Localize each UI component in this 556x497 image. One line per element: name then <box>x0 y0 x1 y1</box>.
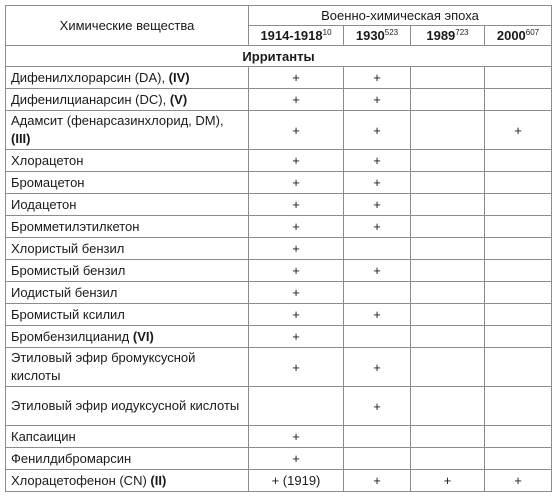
substance-name: Хлорацетон <box>6 150 249 172</box>
substance-name: Бромистый ксилил <box>6 304 249 326</box>
mark-cell <box>411 426 485 448</box>
mark-cell <box>411 216 485 238</box>
mark-cell <box>485 348 552 387</box>
mark-cell: + <box>249 111 344 150</box>
substance-name: Бромацетон <box>6 172 249 194</box>
table-row <box>6 304 552 326</box>
mark-cell <box>411 111 485 150</box>
era-header: Военно-химическая эпоха <box>249 6 552 26</box>
mark-cell: + <box>249 194 344 216</box>
table-row <box>6 282 552 304</box>
table-row <box>6 111 552 150</box>
mark-cell <box>411 89 485 111</box>
mark-cell: + <box>249 304 344 326</box>
mark-cell: + <box>344 150 411 172</box>
mark-cell <box>344 238 411 260</box>
mark-cell <box>411 448 485 470</box>
mark-cell: + <box>344 111 411 150</box>
table-row <box>6 67 552 89</box>
table-row <box>6 326 552 348</box>
mark-cell <box>485 282 552 304</box>
mark-cell <box>485 260 552 282</box>
mark-cell <box>344 426 411 448</box>
mark-cell <box>485 238 552 260</box>
mark-cell <box>411 348 485 387</box>
mark-cell: + <box>249 448 344 470</box>
table-row <box>6 89 552 111</box>
mark-cell: + <box>249 238 344 260</box>
mark-cell: + (1919) <box>249 470 344 492</box>
mark-cell: + <box>344 67 411 89</box>
table-row <box>6 238 552 260</box>
table-row <box>6 426 552 448</box>
mark-cell: + <box>249 348 344 387</box>
column-header-1914-1918: 1914-1918$^{10}$ <box>249 26 344 46</box>
substance-name: Хлористый бензил <box>6 238 249 260</box>
mark-cell <box>485 426 552 448</box>
mark-cell <box>485 194 552 216</box>
mark-cell <box>411 282 485 304</box>
substance-name: Иодацетон <box>6 194 249 216</box>
mark-cell <box>485 89 552 111</box>
mark-cell <box>344 326 411 348</box>
table-row <box>6 470 552 492</box>
table-row <box>6 448 552 470</box>
mark-cell: + <box>249 67 344 89</box>
table-row <box>6 387 552 426</box>
substances-table <box>5 5 552 492</box>
mark-cell <box>485 150 552 172</box>
substance-name: Хлорацетофенон (CN) (II) <box>6 470 249 492</box>
substance-name: Этиловый эфир иодуксусной кислоты <box>6 387 249 426</box>
mark-cell <box>485 304 552 326</box>
table-row <box>6 348 552 387</box>
substance-name: Капсаицин <box>6 426 249 448</box>
mark-cell <box>485 172 552 194</box>
substance-name: Фенилдибромарсин <box>6 448 249 470</box>
mark-cell <box>411 194 485 216</box>
substance-name: Бромбензилцианид (VI) <box>6 326 249 348</box>
mark-cell: + <box>344 216 411 238</box>
substance-name: Дифенилцианарсин (DC), (V) <box>6 89 249 111</box>
mark-cell <box>249 387 344 426</box>
mark-cell: + <box>249 216 344 238</box>
mark-cell <box>411 238 485 260</box>
mark-cell: + <box>344 260 411 282</box>
mark-cell: + <box>344 89 411 111</box>
mark-cell: + <box>344 172 411 194</box>
mark-cell: + <box>249 260 344 282</box>
mark-cell <box>485 387 552 426</box>
mark-cell: + <box>249 426 344 448</box>
mark-cell <box>411 172 485 194</box>
table-row <box>6 194 552 216</box>
table-row <box>6 216 552 238</box>
mark-cell: + <box>344 348 411 387</box>
substances-header: Химические вещества <box>6 6 249 46</box>
mark-cell: + <box>249 282 344 304</box>
mark-cell <box>485 326 552 348</box>
mark-cell <box>344 282 411 304</box>
column-header-1989: 1989$^{723}$ <box>411 26 485 46</box>
substance-name: Бромметилэтилкетон <box>6 216 249 238</box>
mark-cell <box>485 216 552 238</box>
mark-cell <box>411 304 485 326</box>
mark-cell: + <box>485 111 552 150</box>
substance-name: Бромистый бензил <box>6 260 249 282</box>
section-header-irritants: Ирританты <box>6 46 552 67</box>
mark-cell: + <box>344 387 411 426</box>
table-row <box>6 172 552 194</box>
mark-cell: + <box>344 304 411 326</box>
mark-cell <box>411 67 485 89</box>
mark-cell <box>411 260 485 282</box>
mark-cell: + <box>344 194 411 216</box>
substance-name: Адамсит (фенарсазинхлорид, DM), (III) <box>6 111 249 150</box>
mark-cell: + <box>249 172 344 194</box>
mark-cell: + <box>249 150 344 172</box>
mark-cell: + <box>249 89 344 111</box>
mark-cell: + <box>411 470 485 492</box>
mark-cell: + <box>344 470 411 492</box>
mark-cell <box>411 150 485 172</box>
table-row <box>6 150 552 172</box>
substance-name: Этиловый эфир бромуксусной кислоты <box>6 348 249 387</box>
mark-cell <box>411 326 485 348</box>
mark-cell <box>485 448 552 470</box>
column-header-2000: 2000$^{607}$ <box>485 26 552 46</box>
mark-cell <box>485 67 552 89</box>
substance-name: Иодистый бензил <box>6 282 249 304</box>
mark-cell <box>411 387 485 426</box>
mark-cell: + <box>485 470 552 492</box>
mark-cell <box>344 448 411 470</box>
column-header-1930: 1930$^{523}$ <box>344 26 411 46</box>
table-row <box>6 260 552 282</box>
substance-name: Дифенилхлорарсин (DA), (IV) <box>6 67 249 89</box>
mark-cell: + <box>249 326 344 348</box>
